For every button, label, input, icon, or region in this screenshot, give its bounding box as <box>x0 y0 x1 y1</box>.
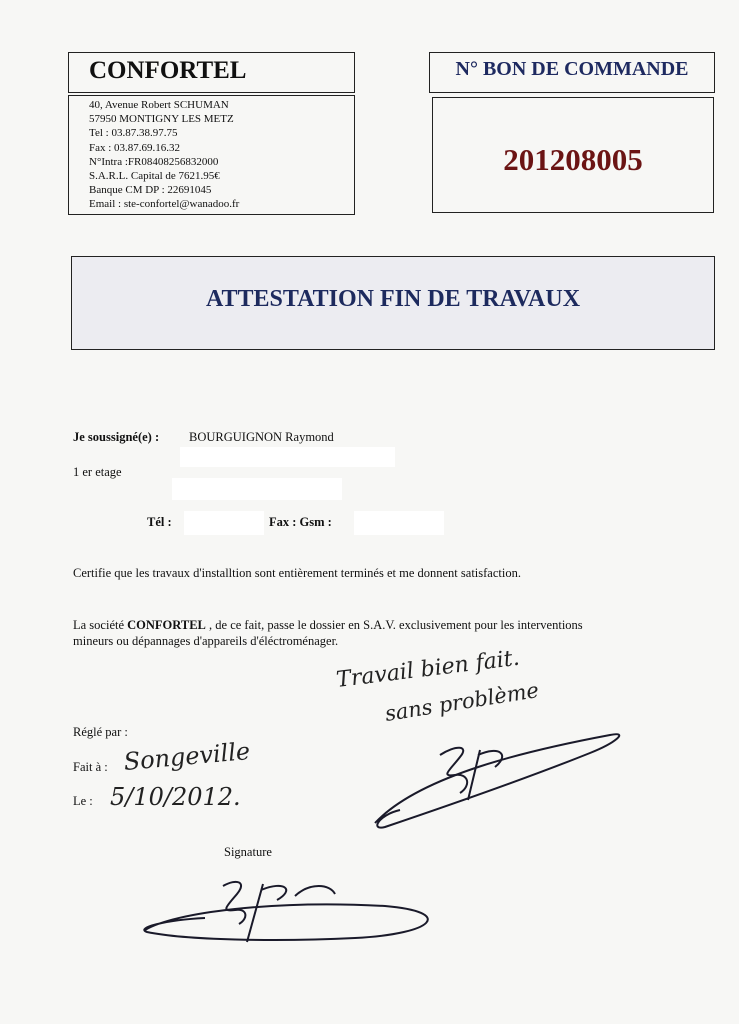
regle-label: Réglé par : <box>73 725 128 739</box>
certification-text: Certifie que les travaux d'installtion sont entièrement terminés et me donnent satisfaction. <box>73 566 521 580</box>
company-address-street: 40, Avenue Robert SCHUMAN <box>89 99 229 111</box>
company-info <box>68 95 355 215</box>
redaction-block <box>184 511 264 535</box>
document-title-box <box>71 256 715 350</box>
company-name <box>68 52 355 93</box>
address-line: 1 er etage <box>73 465 122 479</box>
company-bank: Banque CM DP : 22691045 <box>89 184 212 197</box>
redaction-block <box>354 511 444 535</box>
undersigned-label: Je soussigné(e) : <box>73 430 160 444</box>
signature-upper <box>360 715 630 835</box>
company-tel: Tel : 03.87.38.97.75 <box>89 127 178 140</box>
company-capital: S.A.R.L. Capital de 7621.95€ <box>89 170 220 183</box>
order-number: 201208005 <box>503 142 643 177</box>
fait-value: Songeville <box>122 737 252 776</box>
signature-label: Signature <box>224 845 272 859</box>
company-address-city: 57950 MONTIGNY LES METZ <box>89 113 234 126</box>
order-number-box <box>432 97 714 213</box>
undersigned-value: BOURGUIGNON Raymond <box>189 430 334 444</box>
societe-rest: , de ce fait, passe le dossier en S.A.V. exclusivement pour les interventions <box>209 618 583 632</box>
handwritten-note-line1: Travail bien fait. <box>334 645 521 693</box>
order-label: N° BON DE COMMANDE <box>455 58 689 80</box>
le-label: Le : <box>73 794 93 808</box>
redaction-block <box>180 447 395 467</box>
fait-label: Fait à : <box>73 760 108 774</box>
le-value: 5/10/2012. <box>110 783 241 811</box>
company-name-text: CONFORTEL <box>89 57 247 84</box>
company-email: Email : ste-confortel@wanadoo.fr <box>89 198 240 211</box>
fax-gsm-label: Fax : Gsm : <box>269 515 332 529</box>
redaction-block <box>172 478 342 500</box>
order-label-box <box>429 52 715 93</box>
societe-prefix: La société <box>73 618 125 632</box>
societe-paragraph <box>73 618 583 633</box>
societe-name: CONFORTEL <box>127 618 206 632</box>
societe-line-2: mineurs ou dépannages d'appareils d'éléctroménager. <box>73 634 339 648</box>
tel-label: Tél : <box>147 515 172 529</box>
signature-lower <box>135 872 455 952</box>
company-fax: Fax : 03.87.69.16.32 <box>89 141 181 154</box>
document-title: ATTESTATION FIN DE TRAVAUX <box>205 286 581 312</box>
handwritten-note-line2: sans problème <box>383 677 541 726</box>
company-vat: N°Intra :FR08408256832000 <box>89 155 219 168</box>
